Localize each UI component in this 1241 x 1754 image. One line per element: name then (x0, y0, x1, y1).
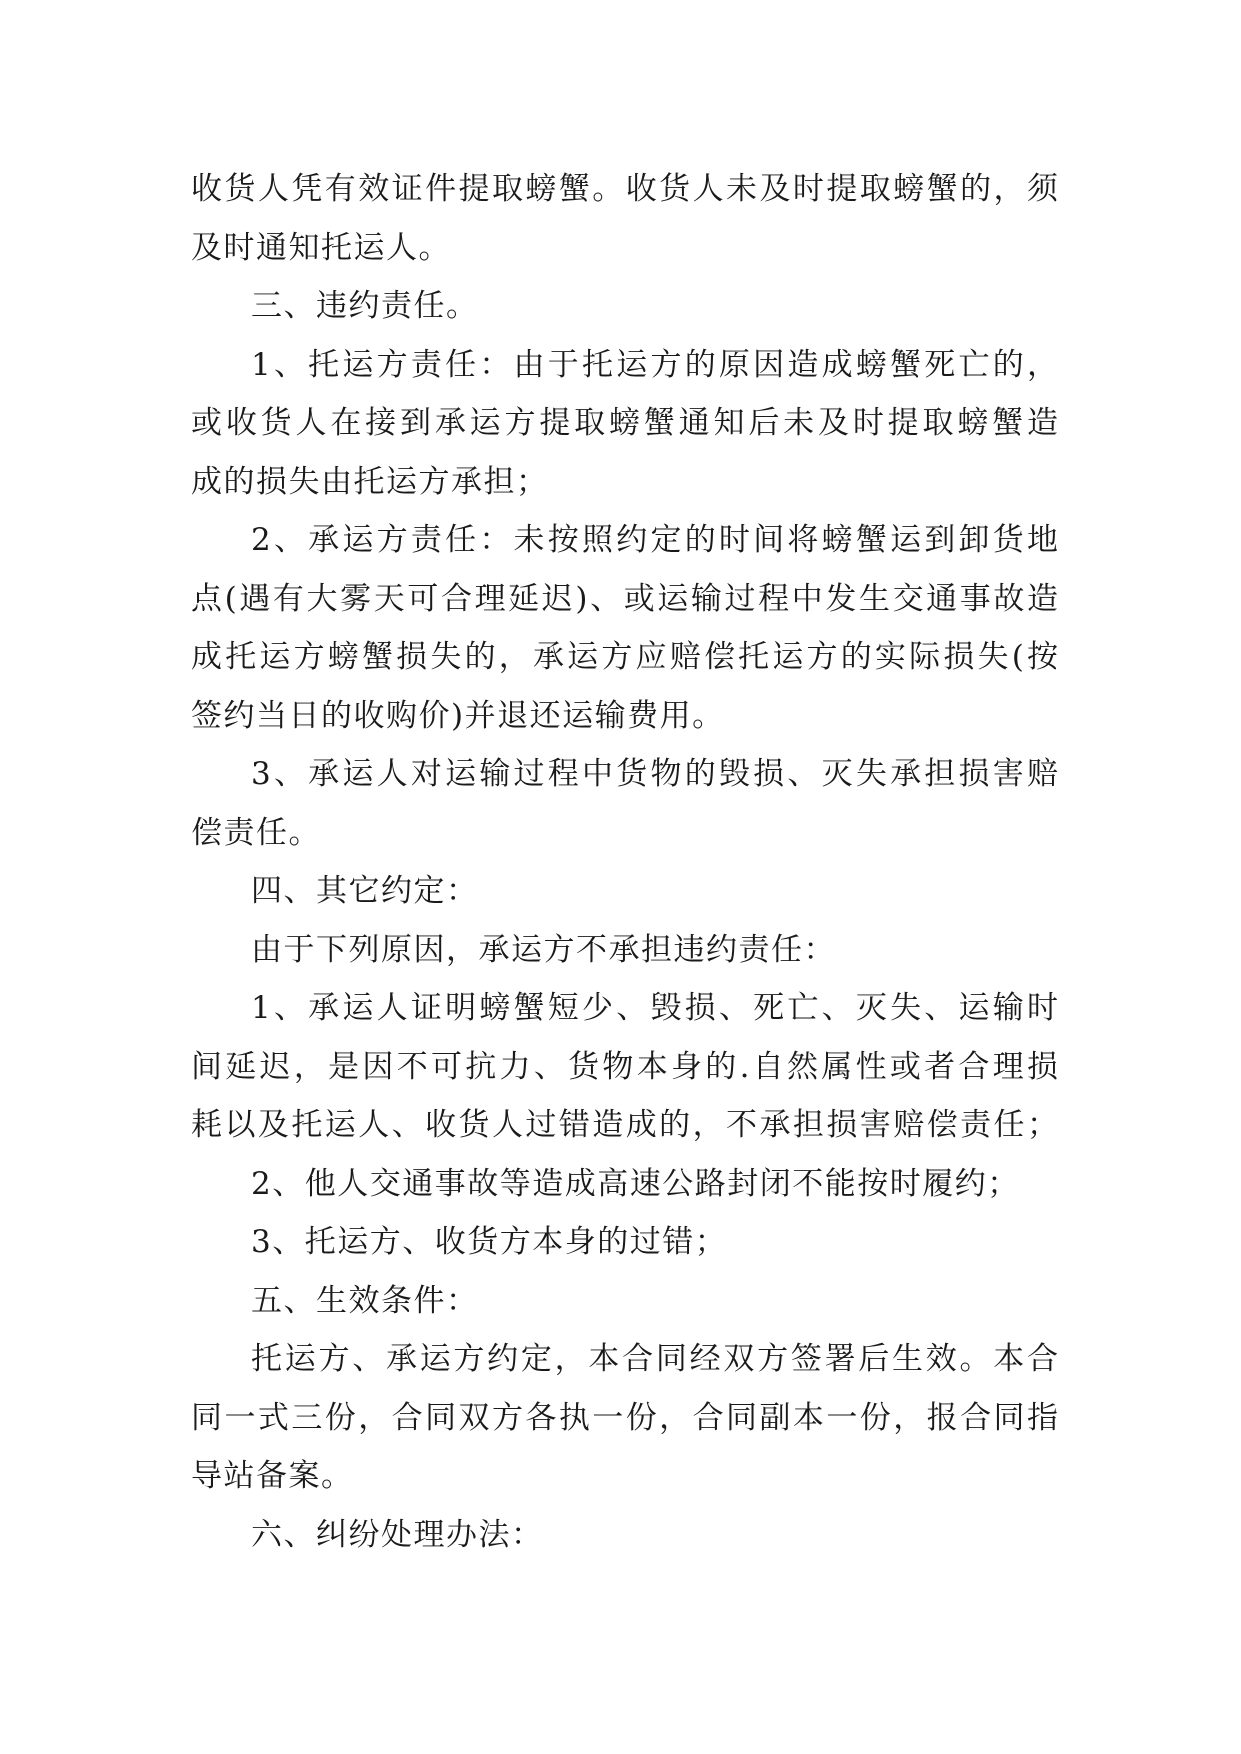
text-line: 托运方、承运方约定，本合同经双方签署后生效。本合 (251, 1341, 1058, 1377)
text-line: 点(遇有大雾天可合理延迟)、或运输过程中发生交通事故造 (191, 580, 1058, 617)
text-line: 导站备案。 (191, 1458, 354, 1494)
document-page (191, 160, 1058, 1564)
text-line: 六、纠纷处理办法： (251, 1516, 544, 1553)
text-line: 3、承运人对运输过程中货物的毁损、灭失承担损害赔 (251, 756, 1058, 792)
text-line: 3、托运方、收货方本身的过错； (251, 1224, 728, 1260)
text-line: 偿责任。 (191, 814, 321, 851)
text-line: 1、托运方责任：由于托运方的原因造成螃蟹死亡的， (251, 346, 1058, 383)
text-line: 2、他人交通事故等造成高速公路封闭不能按时履约； (251, 1165, 1020, 1202)
text-line: 或收货人在接到承运方提取螃蟹通知后未及时提取螃蟹造 (191, 405, 1058, 441)
text-line: 2、承运方责任：未按照约定的时间将螃蟹运到卸货地 (251, 522, 1058, 558)
text-line: 四、其它约定： (251, 873, 479, 909)
text-line: 成托运方螃蟹损失的，承运方应赔偿托运方的实际损失(按 (191, 639, 1058, 675)
text-line: 三、违约责任。 (251, 288, 479, 324)
text-line: 五、生效条件： (251, 1282, 479, 1319)
text-line: 由于下列原因，承运方不承担违约责任： (251, 931, 836, 968)
text-line: 间延迟，是因不可抗力、货物本身的.自然属性或者合理损 (191, 1048, 1058, 1085)
text-line: 耗以及托运人、收货人过错造成的，不承担损害赔偿责任； (191, 1107, 1058, 1143)
text-line: 收货人凭有效证件提取螃蟹。收货人未及时提取螃蟹的，须 (191, 171, 1058, 207)
text-line: 1、承运人证明螃蟹短少、毁损、死亡、灭失、运输时 (251, 990, 1058, 1026)
text-line: 签约当日的收购价)并退还运输费用。 (191, 697, 725, 734)
text-line: 成的损失由托运方承担； (191, 463, 549, 500)
text-line: 及时通知托运人。 (191, 229, 451, 266)
text-line: 同一式三份，合同双方各执一份，合同副本一份，报合同指 (191, 1399, 1058, 1436)
